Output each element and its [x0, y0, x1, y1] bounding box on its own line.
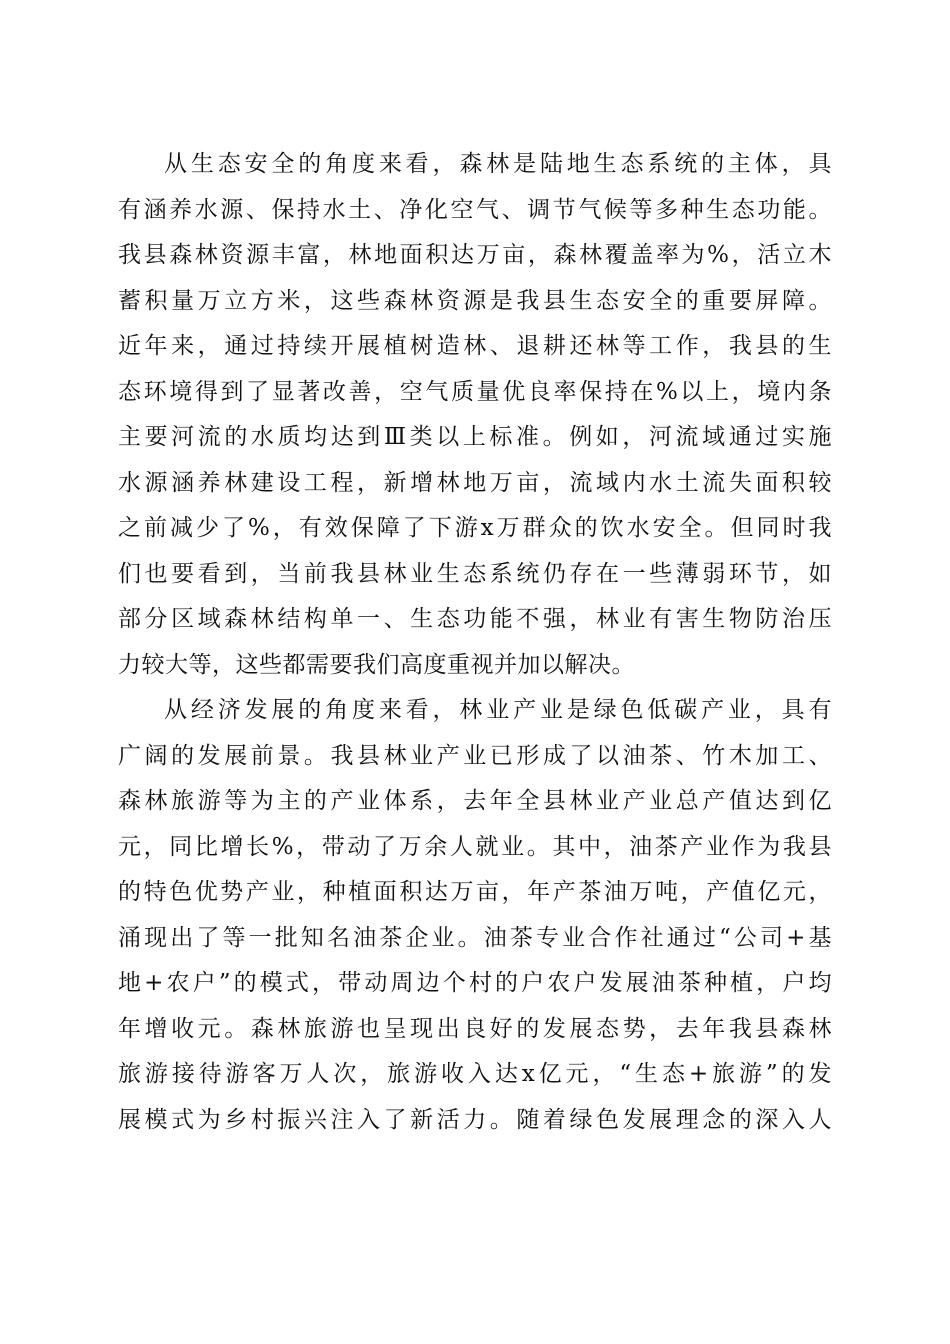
text-line: 主要河流的水质均达到Ⅲ类以上标准。例如，河流域通过实施 — [118, 424, 832, 450]
text-line: 的特色优势产业，种植面积达万亩，年产茶油万吨，产值亿元， — [118, 879, 832, 905]
text-line: 年增收元。森林旅游也呈现出良好的发展态势，去年我县森林 — [118, 1015, 832, 1042]
text-line: 近年来，通过持续开展植树造林、退耕还林等工作，我县的生 — [118, 333, 832, 359]
text-line: 从经济发展的角度来看，林业产业是绿色低碳产业，具有 — [164, 697, 832, 723]
text-line: 广阔的发展前景。我县林业产业已形成了以油茶、竹木加工、 — [118, 742, 832, 769]
text-line: 有涵养水源、保持水土、净化空气、调节气候等多种生态功能。 — [118, 196, 832, 223]
text-line: 涌现出了等一批知名油茶企业。油茶专业合作社通过“公司+基 — [118, 924, 832, 951]
text-line: 展模式为乡村振兴注入了新活力。随着绿色发展理念的深入人 — [118, 1106, 832, 1133]
text-line: 之前减少了%，有效保障了下游x万群众的饮水安全。但同时我 — [118, 515, 832, 541]
text-line: 旅游接待游客万人次，旅游收入达x亿元，“生态+旅游”的发 — [118, 1061, 832, 1087]
text-line: 从生态安全的角度来看，森林是陆地生态系统的主体，具 — [164, 151, 832, 177]
text-line: 水源涵养林建设工程，新增林地万亩，流域内水土流失面积较 — [118, 469, 832, 496]
document-body — [118, 142, 832, 1143]
text-line: 部分区域森林结构单一、生态功能不强，林业有害生物防治压 — [118, 606, 832, 632]
text-line: 们也要看到，当前我县林业生态系统仍存在一些薄弱环节，如 — [118, 560, 832, 587]
text-line: 我县森林资源丰富，林地面积达万亩，森林覆盖率为%，活立木 — [118, 242, 832, 268]
paragraph-economic-development — [118, 688, 832, 1143]
text-line: 森林旅游等为主的产业体系，去年全县林业产业总产值达到亿 — [118, 788, 832, 814]
text-line: 力较大等，这些都需要我们高度重视并加以解决。 — [118, 651, 635, 678]
text-line: 地+农户”的模式，带动周边个村的户农户发展油茶种植，户均 — [118, 970, 832, 996]
paragraph-ecological-security — [118, 142, 832, 688]
text-line: 蓄积量万立方米，这些森林资源是我县生态安全的重要屏障。 — [118, 287, 832, 314]
text-line: 态环境得到了显著改善，空气质量优良率保持在%以上，境内条 — [118, 378, 832, 405]
text-line: 元，同比增长%，带动了万余人就业。其中，油茶产业作为我县 — [118, 833, 832, 860]
